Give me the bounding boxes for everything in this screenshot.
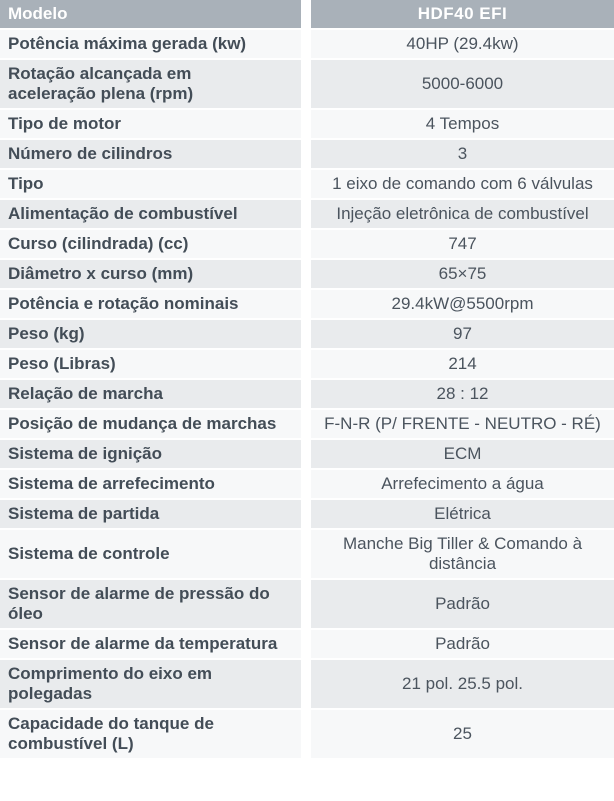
spec-value: 4 Tempos (311, 110, 614, 138)
spec-row (0, 320, 614, 348)
spec-value: ECM (311, 440, 614, 468)
spec-label: Sistema de partida (0, 500, 301, 528)
spec-value: 29.4kW@5500rpm (311, 290, 614, 318)
spec-value: F-N-R (P/ FRENTE - NEUTRO - RÉ) (311, 410, 614, 438)
column-gap (301, 290, 311, 318)
column-gap (301, 410, 311, 438)
spec-row (0, 140, 614, 168)
table-header-row (0, 0, 614, 28)
spec-value: 21 pol. 25.5 pol. (311, 660, 614, 708)
spec-row (0, 30, 614, 58)
spec-value: Padrão (311, 630, 614, 658)
spec-label: Diâmetro x curso (mm) (0, 260, 301, 288)
spec-label: Curso (cilindrada) (cc) (0, 230, 301, 258)
spec-row (0, 530, 614, 578)
spec-row (0, 110, 614, 138)
column-gap (301, 200, 311, 228)
spec-value: 65×75 (311, 260, 614, 288)
column-gap (301, 320, 311, 348)
spec-value: 3 (311, 140, 614, 168)
column-gap (301, 140, 311, 168)
spec-row (0, 260, 614, 288)
spec-row (0, 200, 614, 228)
spec-row (0, 470, 614, 498)
column-gap (301, 230, 311, 258)
spec-value: 5000-6000 (311, 60, 614, 108)
spec-label: Peso (Libras) (0, 350, 301, 378)
spec-label: Tipo de motor (0, 110, 301, 138)
spec-label: Rotação alcançada em aceleração plena (rpm) (0, 60, 301, 108)
spec-value: 747 (311, 230, 614, 258)
spec-label: Número de cilindros (0, 140, 301, 168)
spec-value: 25 (311, 710, 614, 758)
header-label-modelo: Modelo (0, 0, 301, 28)
header-value-model-name: HDF40 EFI (311, 0, 614, 28)
column-gap (301, 260, 311, 288)
spec-row (0, 440, 614, 468)
spec-label: Potência máxima gerada (kw) (0, 30, 301, 58)
column-gap (301, 110, 311, 138)
spec-row (0, 380, 614, 408)
spec-value: Arrefecimento a água (311, 470, 614, 498)
spec-label: Capacidade do tanque de combustível (L) (0, 710, 301, 758)
spec-value: 40HP (29.4kw) (311, 30, 614, 58)
column-gap (301, 660, 311, 708)
spec-label: Sensor de alarme de pressão do óleo (0, 580, 301, 628)
column-gap (301, 580, 311, 628)
spec-label: Peso (kg) (0, 320, 301, 348)
spec-row (0, 170, 614, 198)
spec-label: Sistema de controle (0, 530, 301, 578)
column-gap (301, 500, 311, 528)
column-gap (301, 530, 311, 578)
spec-value: Elétrica (311, 500, 614, 528)
spec-row (0, 290, 614, 318)
spec-label: Relação de marcha (0, 380, 301, 408)
spec-value: 1 eixo de comando com 6 válvulas (311, 170, 614, 198)
column-gap (301, 470, 311, 498)
spec-label: Comprimento do eixo em polegadas (0, 660, 301, 708)
spec-label: Sistema de ignição (0, 440, 301, 468)
spec-row (0, 630, 614, 658)
spec-row (0, 500, 614, 528)
spec-label: Posição de mudança de marchas (0, 410, 301, 438)
spec-value: 28 : 12 (311, 380, 614, 408)
column-gap (301, 60, 311, 108)
spec-row (0, 580, 614, 628)
spec-row (0, 710, 614, 758)
spec-value: 214 (311, 350, 614, 378)
spec-label: Potência e rotação nominais (0, 290, 301, 318)
column-gap (301, 30, 311, 58)
column-gap (301, 170, 311, 198)
spec-value: Padrão (311, 580, 614, 628)
column-gap (301, 710, 311, 758)
spec-value: Manche Big Tiller & Comando à distância (311, 530, 614, 578)
spec-label: Sistema de arrefecimento (0, 470, 301, 498)
spec-label: Sensor de alarme da temperatura (0, 630, 301, 658)
spec-label: Alimentação de combustível (0, 200, 301, 228)
column-gap (301, 350, 311, 378)
column-gap (301, 440, 311, 468)
spec-label: Tipo (0, 170, 301, 198)
spec-row (0, 230, 614, 258)
column-gap (301, 0, 311, 28)
spec-row (0, 660, 614, 708)
spec-row (0, 410, 614, 438)
column-gap (301, 380, 311, 408)
spec-row (0, 60, 614, 108)
spec-value: Injeção eletrônica de combustível (311, 200, 614, 228)
spec-value: 97 (311, 320, 614, 348)
column-gap (301, 630, 311, 658)
spec-row (0, 350, 614, 378)
